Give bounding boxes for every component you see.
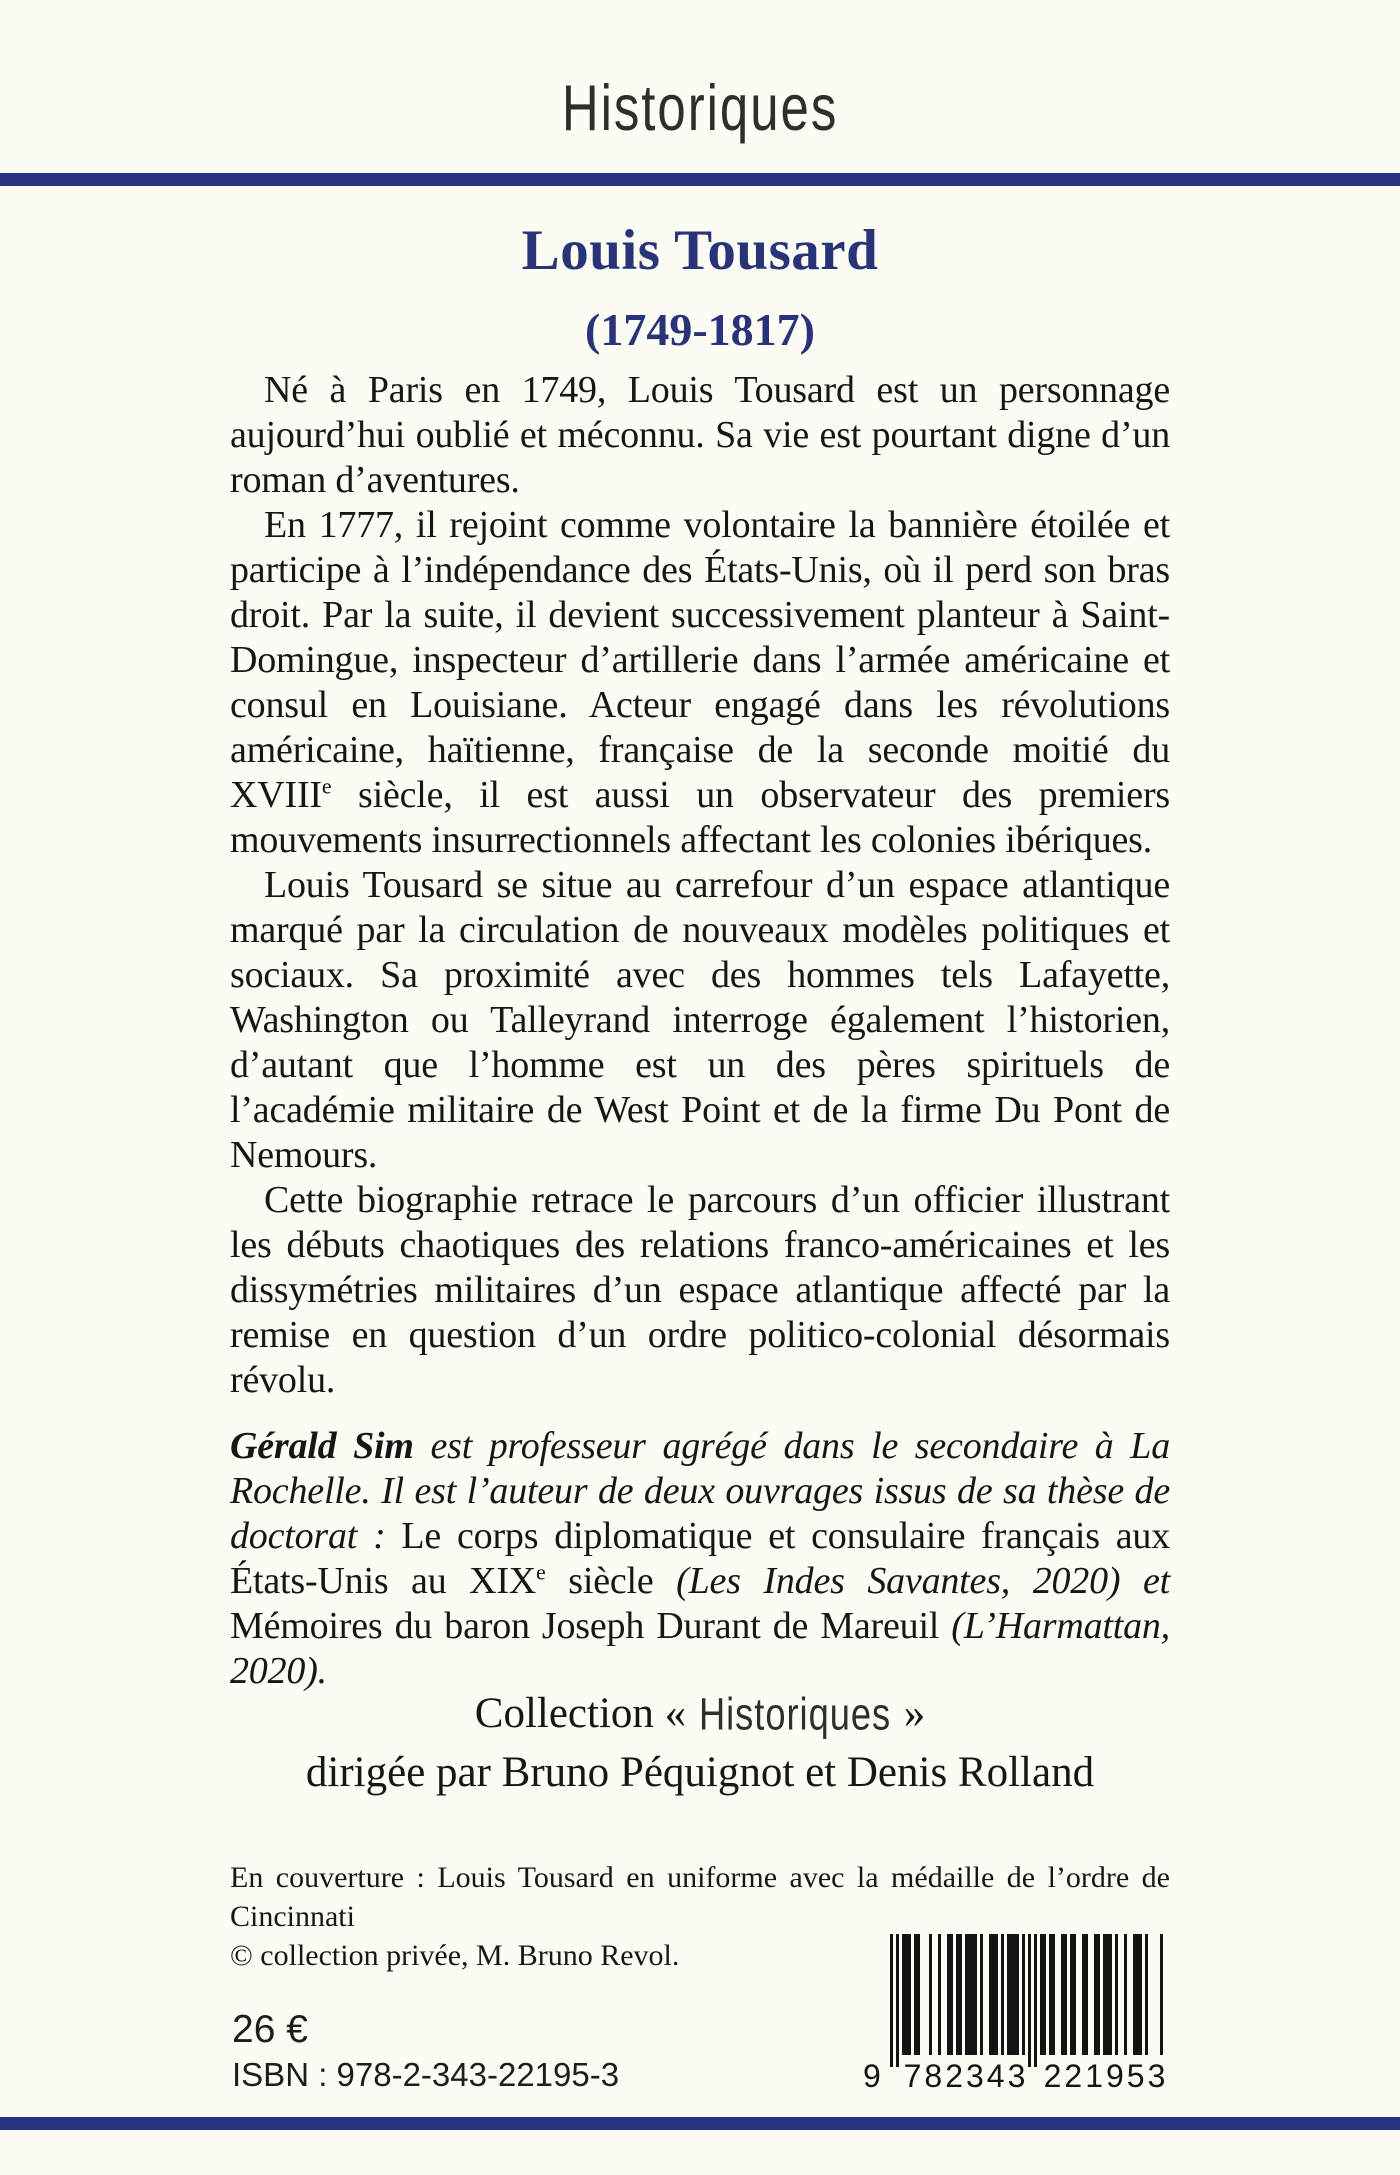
isbn-label: ISBN : 978-2-343-22195-3 xyxy=(232,2056,620,2093)
author-bio xyxy=(230,1424,1170,1694)
collection-suffix: » xyxy=(892,1690,926,1737)
synopsis xyxy=(230,368,1170,1403)
price-label: 26 € xyxy=(232,2008,308,2051)
book-dates: (1749-1817) xyxy=(585,304,815,355)
collection-directors: dirigée par Bruno Péquignot et Denis Rolland xyxy=(305,1749,1095,1796)
synopsis-text: En 1777, il rejoint comme volontaire la bannière étoilée et participe à l’indépendance des États-Unis, où il perd son bras droit. Par la suite, il devient successivement planteur à Saint-Domingue, inspecteur d’artillerie dans l’armée américaine et consul en Louisiane. Acteur engagé dans les révolutions américaine, haïtienne, française de la seconde moitié du XVIII xyxy=(230,504,1170,816)
collection-logo-text: Historiques xyxy=(561,72,839,145)
bio-work-title: siècle xyxy=(545,1560,677,1602)
collection-logo-inline: Historiques xyxy=(698,1689,892,1740)
cover-credit-line-2: © collection privée, M. Bruno Revol. xyxy=(230,1939,680,1972)
bio-work-title: Le corps diplomatique et consulaire français aux États-Unis au XIX xyxy=(230,1515,1170,1602)
collection-logo xyxy=(0,72,1400,146)
barcode-digit-first: 9 xyxy=(863,2058,881,2094)
synopsis-paragraph-4: Cette biographie retrace le parcours d’un officier illustrant les débuts chaotiques des relations franco-américaines et les dissymétries militaires d’un espace atlantique affecté par la remise en question d’un ordre politico-colonial désormais révolu. xyxy=(230,1179,1170,1401)
bottom-rule xyxy=(0,2117,1400,2130)
barcode-digits xyxy=(863,2058,1175,2098)
superscript-e: e xyxy=(536,1559,546,1585)
synopsis-paragraph-3: Louis Tousard se situe au carrefour d’un espace atlantique marqué par la circulation de nouveaux modèles politiques et sociaux. Sa proximité avec des hommes tels Lafayette, Washington ou Talleyrand interroge également l’historien, d’autant que l’homme est un des pères spirituels de l’académie militaire de West Point et de la firme Du Pont de Nemours. xyxy=(230,864,1170,1176)
collection-note xyxy=(0,1688,1400,1799)
barcode xyxy=(863,1934,1175,2099)
barcode-digits-left: 782343 xyxy=(903,2058,1029,2094)
superscript-e: e xyxy=(321,773,332,799)
bio-text: est professeur agrégé dans le secondaire à La Rochelle. Il est l’auteur de deux ouvrages issus de sa thèse de doctorat : xyxy=(230,1425,1171,1557)
author-name: Gérald Sim xyxy=(230,1425,414,1467)
barcode-bars xyxy=(890,1934,1175,2067)
bio-text: (L’Harmattan, 2020). xyxy=(230,1605,1170,1692)
bio-text: (Les Indes Savantes, 2020) et xyxy=(676,1560,1170,1602)
top-rule xyxy=(0,173,1400,186)
synopsis-text: siècle, il est aussi un observateur des premiers mouvements insurrectionnels affectant les colonies ibériques. xyxy=(230,774,1170,861)
collection-prefix: Collection « xyxy=(474,1690,697,1737)
bio-work-title: Mémoires du baron Joseph Durant de Mareuil xyxy=(230,1605,952,1647)
book-title: Louis Tousard xyxy=(521,219,879,282)
collection-line xyxy=(0,1688,1400,1741)
synopsis-paragraph-1: Né à Paris en 1749, Louis Tousard est un personnage aujourd’hui oublié et méconnu. Sa vie est pourtant digne d’un roman d’aventures. xyxy=(230,369,1170,501)
cover-credit-line-1: En couverture : Louis Tousard en uniforme avec la médaille de l’ordre de Cincinnati xyxy=(230,1861,1170,1933)
synopsis-paragraph-2 xyxy=(230,503,1170,863)
barcode-digits-right: 221953 xyxy=(1043,2058,1169,2094)
